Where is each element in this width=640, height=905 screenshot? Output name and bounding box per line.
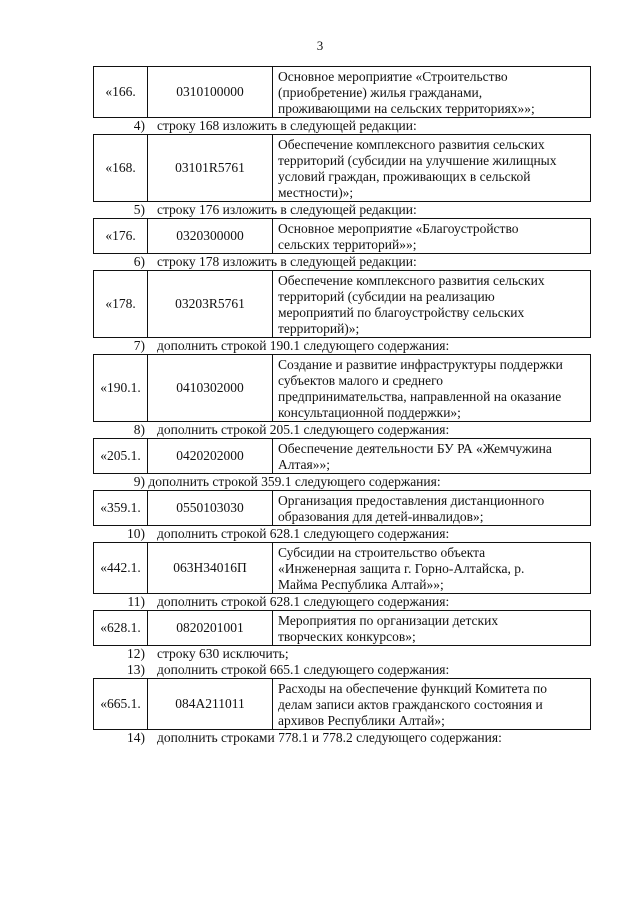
description-line: «Инженерная защита г. Горно-Алтайска, р.: [278, 561, 525, 576]
row-number: «628.1.: [94, 611, 148, 645]
instruction-text: дополнить строкой 628.1 следующего содержания:: [157, 526, 450, 541]
instruction-number: 5): [133, 202, 145, 217]
table-row: [93, 542, 591, 594]
row-number: «168.: [94, 135, 148, 201]
amendment-instruction: [93, 118, 591, 134]
instruction-text: дополнить строками 778.1 и 778.2 следующего содержания:: [157, 730, 502, 745]
description-line: Субсидии на строительство объекта: [278, 545, 486, 560]
instruction-number: 11): [127, 594, 145, 609]
description-line: консультационной поддержки»;: [278, 405, 461, 420]
budget-code: 0420202000: [148, 439, 273, 473]
row-number: «166.: [94, 67, 148, 117]
amendment-instruction: [93, 254, 591, 270]
table-row: [93, 66, 591, 118]
table-row: [93, 270, 591, 338]
amendment-instruction: [93, 662, 591, 678]
table-row: [93, 490, 591, 526]
instruction-number: 8): [133, 422, 145, 437]
description-line: мероприятий по благоустройству сельских: [278, 305, 525, 320]
amendment-instruction: [93, 202, 591, 218]
row-description: [273, 679, 590, 729]
row-description: [273, 219, 590, 253]
row-number: «442.1.: [94, 543, 148, 593]
description-line: Организация предоставления дистанционного: [278, 493, 545, 508]
row-number: «178.: [94, 271, 148, 337]
description-line: сельских территорий»»;: [278, 237, 417, 252]
table-row: [93, 438, 591, 474]
amendment-instruction: [93, 594, 591, 610]
amendments-list: [93, 66, 591, 746]
description-line: Обеспечение комплексного развития сельских: [278, 273, 545, 288]
description-line: территорий (субсидии на улучшение жилищных: [278, 153, 557, 168]
table-row: [93, 134, 591, 202]
description-line: Расходы на обеспечение функций Комитета по: [278, 681, 547, 696]
budget-code: 0310100000: [148, 67, 273, 117]
amendment-instruction: [93, 474, 591, 490]
description-line: Обеспечение деятельности БУ РА «Жемчужина: [278, 441, 552, 456]
row-description: [273, 439, 590, 473]
row-description: [273, 611, 590, 645]
description-line: проживающими на сельских территориях»»;: [278, 101, 535, 116]
budget-code: 063Н34016П: [148, 543, 273, 593]
amendment-instruction: [93, 730, 591, 746]
description-line: Основное мероприятие «Строительство: [278, 69, 508, 84]
row-number: «190.1.: [94, 355, 148, 421]
instruction-text: строку 168 изложить в следующей редакции:: [157, 118, 417, 133]
row-description: [273, 543, 590, 593]
description-line: субъектов малого и среднего: [278, 373, 444, 388]
page-number: 3: [316, 38, 324, 53]
description-line: Основное мероприятие «Благоустройство: [278, 221, 519, 236]
description-line: архивов Республики Алтай»;: [278, 713, 445, 728]
row-description: [273, 491, 590, 525]
instruction-number: 9): [133, 474, 145, 489]
row-description: [273, 271, 590, 337]
instruction-number: 6): [133, 254, 145, 269]
description-line: Создание и развитие инфраструктуры поддержки: [278, 357, 563, 372]
row-description: [273, 67, 590, 117]
row-description: [273, 135, 590, 201]
row-number: «176.: [94, 219, 148, 253]
description-line: (приобретение) жилья гражданами,: [278, 85, 483, 100]
instruction-text: строку 176 изложить в следующей редакции:: [157, 202, 417, 217]
table-row: [93, 354, 591, 422]
instruction-text: дополнить строкой 628.1 следующего содержания:: [157, 594, 450, 609]
instruction-number: 10): [127, 526, 145, 541]
instruction-text: строку 630 исключить;: [157, 646, 289, 661]
table-row: [93, 678, 591, 730]
description-line: делам записи актов гражданского состояния и: [278, 697, 543, 712]
table-row: [93, 610, 591, 646]
description-line: Мероприятия по организации детских: [278, 613, 499, 628]
amendment-instruction: [93, 422, 591, 438]
description-line: Майма Республика Алтай»»;: [278, 577, 444, 592]
amendment-instruction: [93, 338, 591, 354]
instruction-number: 4): [133, 118, 145, 133]
budget-code: 0320300000: [148, 219, 273, 253]
instruction-text: строку 178 изложить в следующей редакции:: [157, 254, 417, 269]
description-line: образования для детей-инвалидов»;: [278, 509, 484, 524]
amendment-instruction: [93, 646, 591, 662]
description-line: условий граждан, проживающих в сельской: [278, 169, 531, 184]
description-line: Обеспечение комплексного развития сельских: [278, 137, 545, 152]
description-line: местности)»;: [278, 185, 354, 200]
description-line: предпринимательства, направленной на оказание: [278, 389, 562, 404]
instruction-number: 14): [127, 730, 145, 745]
instruction-number: 7): [133, 338, 145, 353]
row-number: «359.1.: [94, 491, 148, 525]
budget-code: 03101R5761: [148, 135, 273, 201]
instruction-number: 12): [127, 646, 145, 661]
description-line: Алтая»»;: [278, 457, 331, 472]
instruction-number: 13): [127, 662, 145, 677]
budget-code: 0410302000: [148, 355, 273, 421]
instruction-text: дополнить строкой 665.1 следующего содержания:: [157, 662, 450, 677]
budget-code: 0820201001: [148, 611, 273, 645]
amendment-instruction: [93, 526, 591, 542]
table-row: [93, 218, 591, 254]
instruction-text: дополнить строкой 190.1 следующего содержания:: [157, 338, 450, 353]
row-description: [273, 355, 590, 421]
budget-code: 0550103030: [148, 491, 273, 525]
description-line: территорий (субсидии на реализацию: [278, 289, 495, 304]
row-number: «205.1.: [94, 439, 148, 473]
budget-code: 03203R5761: [148, 271, 273, 337]
row-number: «665.1.: [94, 679, 148, 729]
description-line: территорий)»;: [278, 321, 360, 336]
instruction-text: дополнить строкой 205.1 следующего содержания:: [157, 422, 450, 437]
budget-code: 084А211011: [148, 679, 273, 729]
description-line: творческих конкурсов»;: [278, 629, 416, 644]
instruction-text: дополнить строкой 359.1 следующего содержания:: [148, 474, 441, 489]
